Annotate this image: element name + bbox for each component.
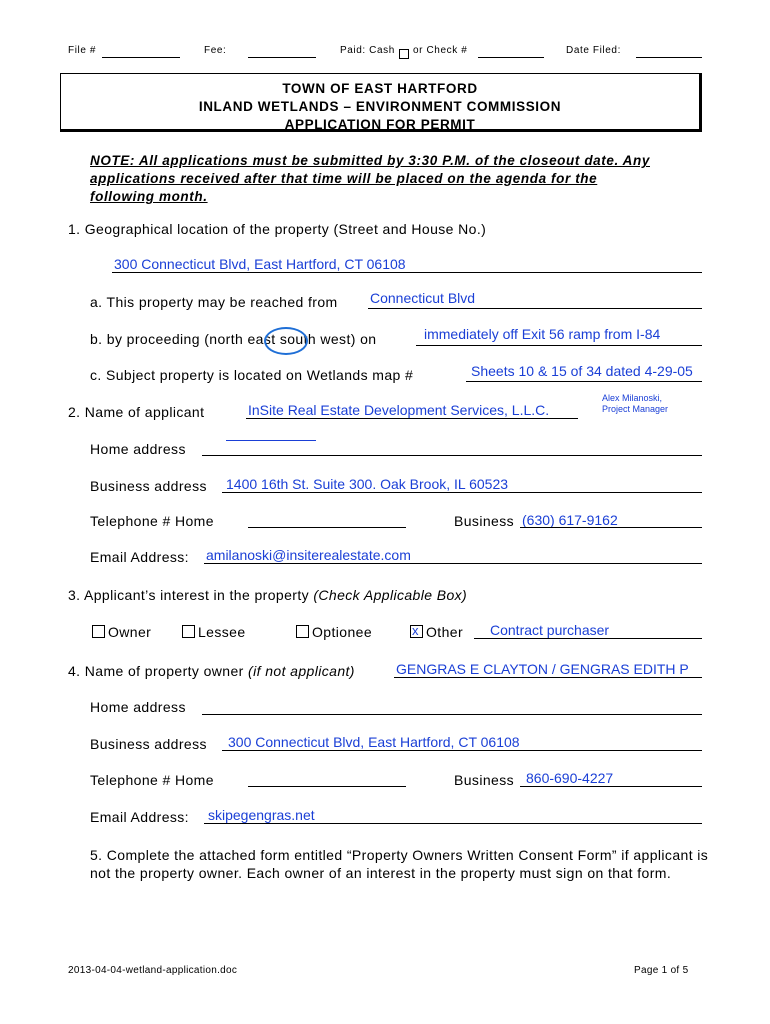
fee-field[interactable] [248,57,316,58]
owner-email-line [204,823,702,824]
date-filed-label: Date Filed: [566,45,621,56]
owner-business-label: Business address [90,736,207,752]
applicant-name-value[interactable]: InSite Real Estate Development Services, L.L.C. [248,402,550,418]
check-number-field[interactable] [478,57,544,58]
cash-checkbox[interactable] [399,45,412,63]
lessee-checkbox[interactable] [182,625,195,638]
owner-tel-home-field[interactable] [248,786,406,787]
optionee-checkbox[interactable] [296,625,309,638]
owner-name-line [394,677,702,678]
fee-label: Fee: [204,45,227,56]
applicant-tel-business-value[interactable]: (630) 617-9162 [522,512,618,528]
owner-option[interactable]: Owner [92,624,151,640]
applicant-email-label: Email Address: [90,549,189,565]
owner-email-value[interactable]: skipegengras.net [208,807,315,823]
applicant-business-line [222,492,702,493]
submission-note: NOTE: All applications must be submitted by 3:30 P.M. of the closeout date. Any applications received after that time will be placed on the agenda for the following month. [90,153,650,204]
applicant-tel-business-label: Business [454,513,515,529]
property-location-value[interactable]: 300 Connecticut Blvd, East Hartford, CT 06108 [114,256,406,272]
applicant-home-field[interactable] [202,455,702,456]
wetlands-map-value[interactable]: Sheets 10 & 15 of 34 dated 4-29-05 [471,363,693,379]
owner-tel-business-line [520,786,702,787]
footer-page-number: Page 1 of 5 [634,965,689,976]
owner-tel-business-label: Business [454,772,515,788]
lessee-option[interactable]: Lessee [182,624,246,640]
title-town: TOWN OF EAST HARTFORD [282,81,478,96]
check-number-label: or Check # [413,45,468,56]
applicant-tel-business-line [520,527,702,528]
other-interest-line [474,638,702,639]
proceeding-line [416,345,702,346]
paid-cash-label: Paid: Cash [340,45,395,56]
owner-tel-home-label: Telephone # Home [90,772,214,788]
footer-filename: 2013-04-04-wetland-application.doc [68,965,238,976]
applicant-business-label: Business address [90,478,207,494]
title-application: APPLICATION FOR PERMIT [284,117,476,132]
other-interest-value[interactable]: Contract purchaser [490,622,610,638]
applicant-tel-home-label: Telephone # Home [90,513,214,529]
applicant-name-line [246,418,578,419]
title-commission: INLAND WETLANDS – ENVIRONMENT COMMISSION [198,99,562,114]
other-checkbox[interactable]: x [410,625,423,638]
owner-home-label: Home address [90,699,186,715]
owner-tel-business-value[interactable]: 860-690-4227 [526,770,614,786]
q4-label: 4. Name of property owner (if not applicant) [68,663,355,679]
owner-checkbox[interactable] [92,625,105,638]
applicant-email-line [204,563,702,564]
proceeding-value[interactable]: immediately off Exit 56 ramp from I-84 [424,326,661,342]
title-box [60,73,702,132]
file-number-label: File # [68,45,97,56]
applicant-contact-name: Alex Milanoski, [602,393,663,403]
date-filed-field[interactable] [636,57,702,58]
applicant-home-label: Home address [90,441,186,457]
reached-from-value[interactable]: Connecticut Blvd [370,290,476,306]
applicant-tel-home-field[interactable] [248,527,406,528]
q1-label: 1. Geographical location of the property (Street and House No.) [68,221,487,237]
owner-business-value[interactable]: 300 Connecticut Blvd, East Hartford, CT 06108 [228,734,520,750]
owner-name-value[interactable]: GENGRAS E CLAYTON / GENGRAS EDITH P [396,661,689,677]
owner-email-label: Email Address: [90,809,189,825]
other-option[interactable]: x Other [412,623,464,640]
q3-label: 3. Applicant’s interest in the property (Check Applicable Box) [68,587,468,603]
q5-instructions: 5. Complete the attached form entitled “Property Owners Written Consent Form” if applicant is not the property owner. Each owner of an interest in the property must sign on that form. [90,847,709,881]
applicant-email-value[interactable]: amilanoski@insiterealestate.com [206,547,411,563]
file-number-field[interactable] [102,57,180,58]
applicant-contact-title: Project Manager [602,404,669,414]
reached-from-line [368,308,702,309]
applicant-underline-mark [226,440,316,441]
applicant-business-value[interactable]: 1400 16th St. Suite 300. Oak Brook, IL 60523 [226,476,509,492]
owner-business-line [222,750,702,751]
wetlands-map-line [466,381,702,382]
q1b-label: b. by proceeding (north east south west) on [90,331,377,347]
q1a-label: a. This property may be reached from [90,294,338,310]
property-location-line [112,272,702,273]
east-circle-annotation [264,327,308,355]
optionee-option[interactable]: Optionee [296,624,372,640]
q2-label: 2. Name of applicant [68,404,205,420]
owner-home-field[interactable] [202,714,702,715]
q1c-label: c. Subject property is located on Wetlands map # [90,367,414,383]
